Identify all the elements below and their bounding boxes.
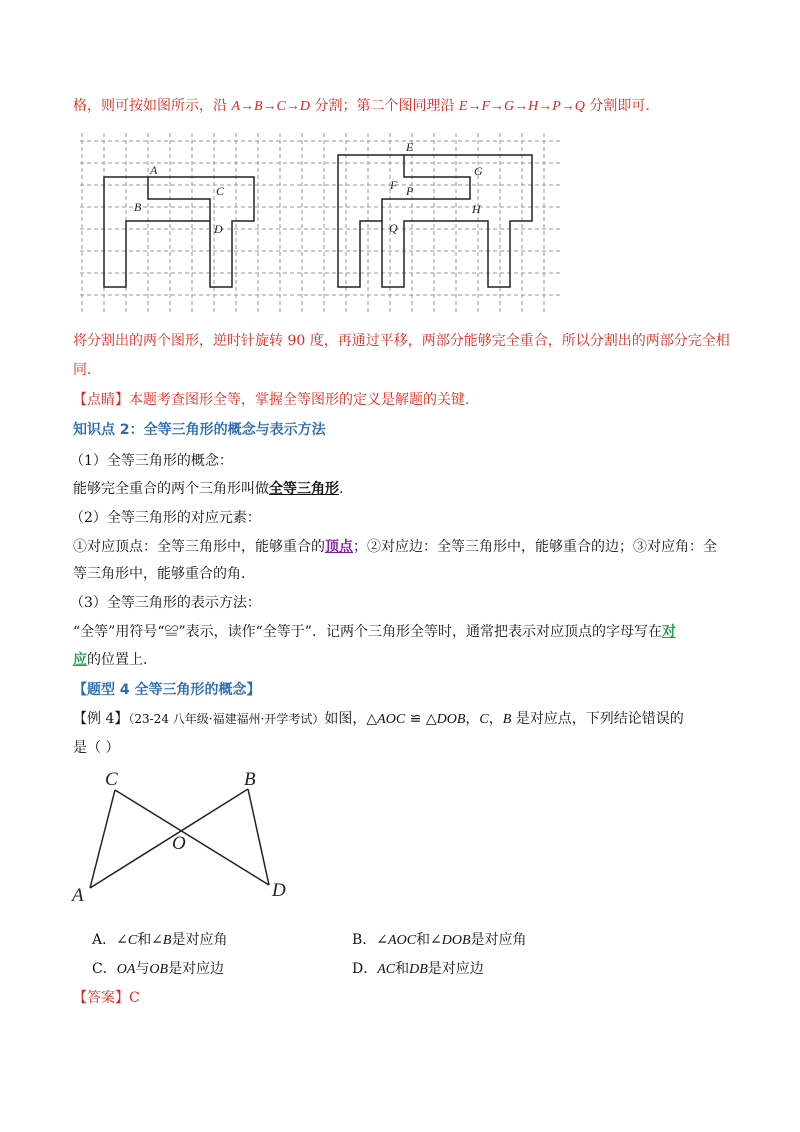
answer-label: 【答案】 — [73, 990, 129, 1006]
example-stem-line-2: 是（ ） — [73, 740, 120, 756]
term-dui: 对 — [661, 624, 676, 640]
option-c[interactable] — [92, 959, 224, 980]
term-congruent-triangle: 全等三角形 — [269, 481, 339, 497]
concept-heading: （1）全等三角形的概念： — [70, 453, 233, 469]
option-d-label: D． — [352, 961, 378, 977]
option-a-tail: 是对应角 — [171, 932, 228, 948]
example-stem-b: ， — [465, 711, 480, 727]
option-a-part-1: ∠C — [116, 933, 138, 948]
concept-text-b: . — [339, 481, 344, 497]
term-vertex: 顶点 — [325, 539, 353, 555]
explanation-line-1: 将分割出的两个图形，逆时针旋转 90 度，再通过平移，两部分能够完全重合，所以分割出的两部分完全相 — [73, 333, 730, 349]
cut-path-2: E→F→G→H→P→Q — [458, 99, 585, 114]
vertex-label-C: C — [105, 769, 118, 790]
figure-1-outline — [104, 177, 254, 287]
intro-text-c: 分割即可． — [584, 98, 660, 114]
segment-bd — [248, 789, 269, 885]
elements-text-b: ；②对应边：全等三角形中，能够重合的边；③对应角：全 — [353, 539, 717, 555]
figure-1-cut-path — [148, 177, 210, 221]
notation-text-b: 的位置上. — [87, 652, 148, 668]
example-stem-line-1 — [73, 709, 684, 730]
option-a-part-2: ∠B — [151, 933, 172, 948]
option-d-connector: 和 — [395, 961, 410, 977]
option-c-label: C． — [92, 961, 117, 977]
label-E: E — [406, 140, 414, 154]
dianjing-note: 【点睛】本题考查图形全等，掌握全等图形的定义是解题的关键． — [73, 392, 479, 408]
option-d[interactable] — [352, 959, 484, 980]
explanation-line-2: 同． — [73, 362, 101, 378]
concept-text — [73, 479, 343, 499]
example-comma: ， — [488, 711, 503, 727]
option-a-label: A． — [92, 932, 117, 948]
example-stem-a: 如图， — [324, 711, 367, 727]
option-a-connector: 和 — [137, 932, 152, 948]
triangle-dob: △DOB — [425, 712, 466, 727]
elements-text-a: ①对应顶点：全等三角形中，能够重合的 — [73, 539, 325, 555]
congruent-symbol: ≌ — [405, 711, 426, 727]
notation-text-line-1 — [73, 622, 676, 642]
point-b: B — [502, 712, 512, 727]
intro-text-a: 格，则可按如图所示，沿 — [73, 98, 232, 114]
intro-line — [73, 96, 659, 117]
option-b-tail: 是对应角 — [470, 932, 527, 948]
notation-heading: （3）全等三角形的表示方法： — [70, 595, 261, 611]
example-prefix: 【例 4】 — [73, 711, 129, 727]
knowledge-title: 知识点 2：全等三角形的概念与表示方法 — [73, 422, 326, 438]
figure-2-outline — [338, 155, 532, 287]
option-b-part-1: ∠AOC — [376, 933, 417, 948]
label-D: D — [214, 222, 223, 236]
option-b[interactable] — [352, 930, 527, 951]
term-ying: 应 — [73, 652, 87, 668]
label-H: H — [472, 202, 481, 216]
label-C: C — [216, 184, 225, 198]
elements-text-line-1 — [73, 537, 717, 557]
option-c-part-2: OB — [149, 962, 169, 977]
option-a[interactable] — [92, 930, 228, 951]
option-d-part-1: AC — [377, 962, 396, 977]
point-c: C — [479, 712, 489, 727]
label-Q: Q — [389, 221, 398, 235]
notation-text-line-2 — [73, 650, 147, 670]
option-b-label: B． — [352, 932, 377, 948]
cut-path-1: A→B→C→D — [231, 99, 311, 114]
triangle-aoc: △AOC — [366, 712, 406, 727]
option-c-tail: 是对应边 — [168, 961, 225, 977]
label-P: P — [406, 184, 414, 198]
label-B: B — [134, 200, 142, 214]
segment-ba — [90, 789, 248, 888]
label-F: F — [390, 178, 398, 192]
answer-value: C — [129, 990, 140, 1006]
vertex-label-A: A — [72, 885, 84, 906]
example-stem-c: 是对应点，下列结论错误的 — [511, 711, 684, 727]
concept-text-a: 能够完全重合的两个三角形叫做 — [73, 481, 269, 497]
label-A: A — [150, 163, 158, 177]
answer-line — [73, 988, 140, 1008]
segment-ca — [90, 790, 115, 888]
option-c-part-1: OA — [116, 962, 136, 977]
option-c-connector: 与 — [135, 961, 150, 977]
vertex-label-D: D — [272, 880, 286, 901]
elements-heading: （2）全等三角形的对应元素： — [70, 510, 261, 526]
type-title: 【题型 4 全等三角形的概念】 — [73, 682, 261, 698]
notation-text-a: “全等”用符号“≌”表示，读作“全等于”．记两个三角形全等时，通常把表示对应顶点的字母写在 — [73, 624, 662, 640]
elements-text-line-2: 等三角形中，能够重合的角. — [73, 566, 246, 582]
triangle-figure — [65, 765, 305, 910]
label-G: G — [474, 164, 483, 178]
vertex-label-B: B — [244, 769, 256, 790]
segment-cd — [115, 790, 269, 885]
grid-figure — [80, 133, 560, 313]
option-b-part-2: ∠DOB — [430, 933, 471, 948]
intro-text-b: 分割；第二个图同理沿 — [310, 98, 459, 114]
option-d-part-2: DB — [409, 962, 428, 977]
vertex-label-O: O — [172, 833, 186, 854]
example-source: （23-24 八年级·福建福州·开学考试） — [128, 712, 325, 726]
option-d-tail: 是对应边 — [427, 961, 484, 977]
option-b-connector: 和 — [416, 932, 431, 948]
